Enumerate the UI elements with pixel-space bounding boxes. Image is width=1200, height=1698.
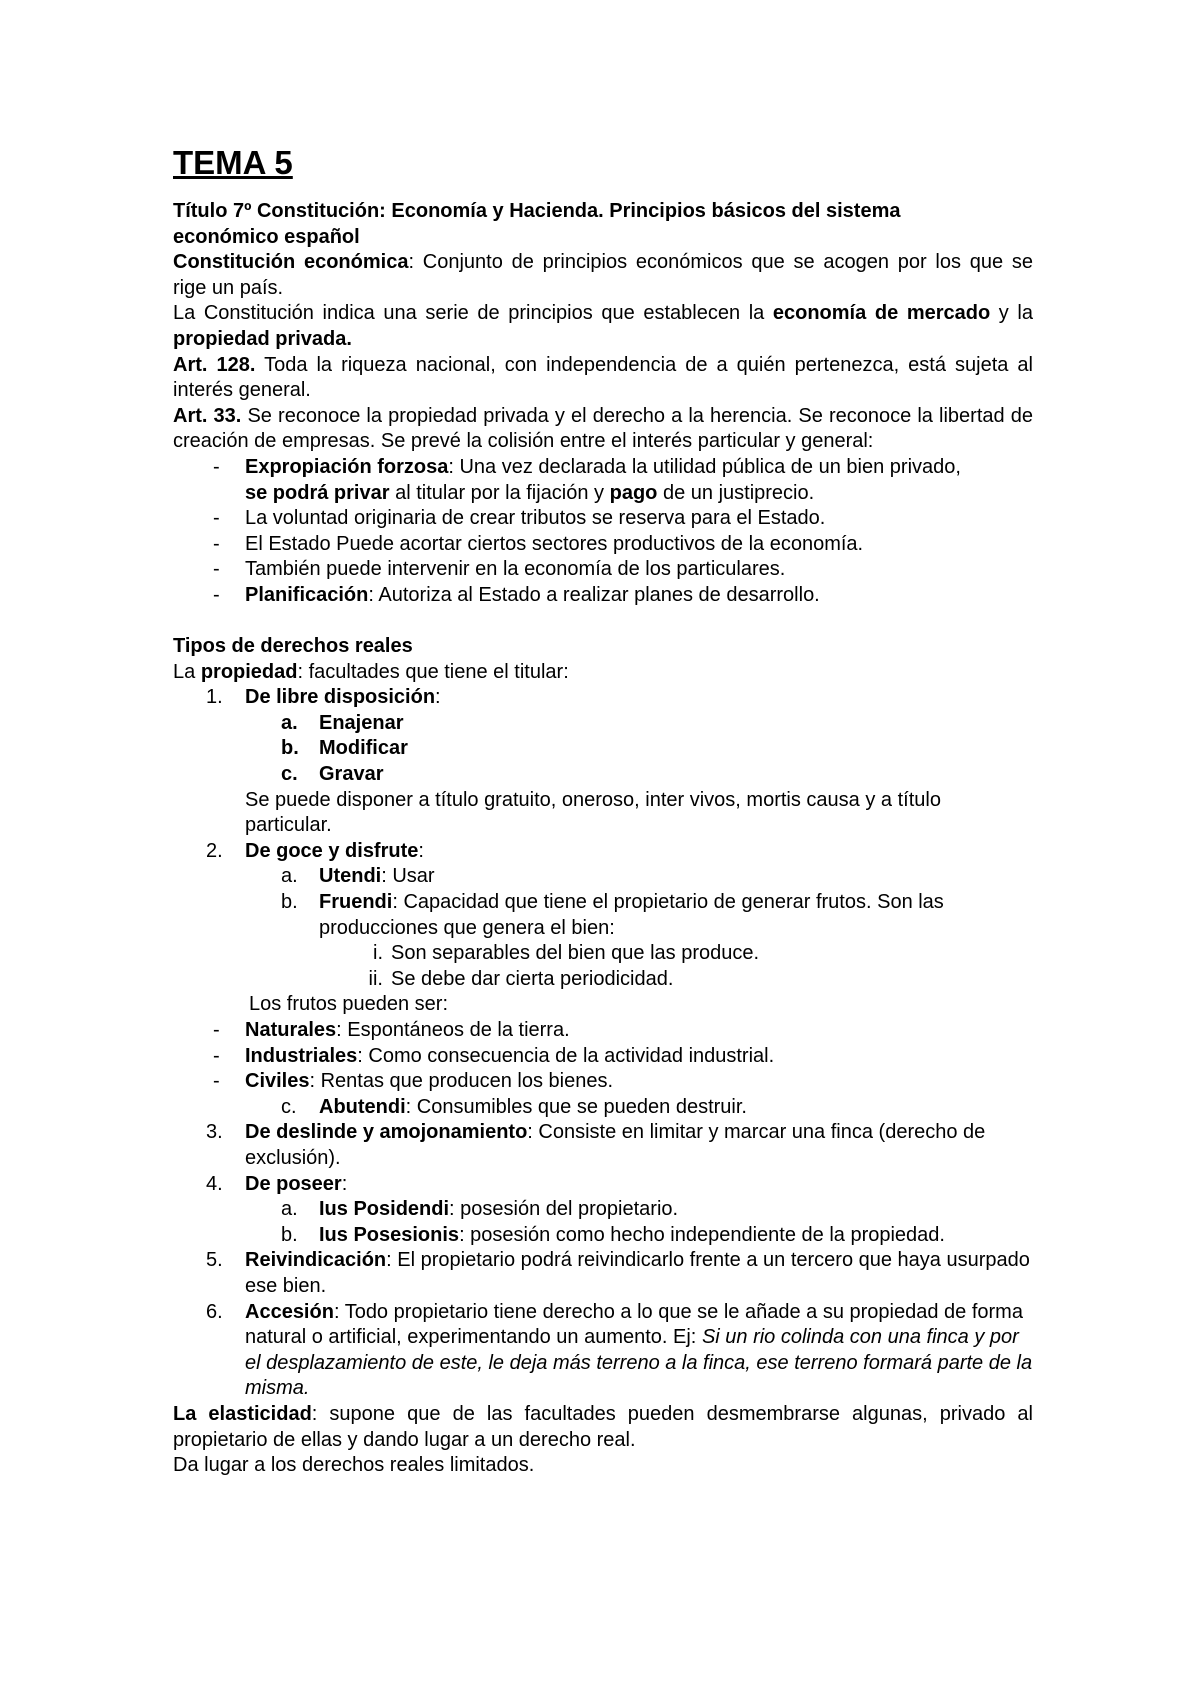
list-item: - Planificación: Autoriza al Estado a realizar planes de desarrollo. <box>173 583 1033 609</box>
list-item: - Expropiación forzosa: Una vez declarada la utilidad pública de un bien privado, se podrá privar al titular por la fijación y pago de un justiprecio. <box>213 455 961 504</box>
sub-item: c. Abutendi: Consumibles que se pueden destruir. <box>281 1095 747 1118</box>
paragraph-disponer: Se puede disponer a título gratuito, oneroso, inter vivos, mortis causa y a título particular. <box>245 788 941 837</box>
sub-item: c. Gravar <box>281 763 384 786</box>
numbered-item-1: 1. De libre disposición: <box>206 686 441 709</box>
numbered-item-4: 4. De poseer: <box>206 1172 348 1195</box>
paragraph-derechos-limitados: Da lugar a los derechos reales limitados. <box>173 1454 535 1477</box>
paragraph-constitucion-economica: Constitución económica: Conjunto de principios económicos que se acogen por los que se rige un país. <box>173 251 1033 299</box>
section-heading: Título 7º Constitución: Economía y Hacienda. Principios básicos del sistema <box>173 200 901 222</box>
paragraph-frutos: Los frutos pueden ser: <box>249 993 449 1016</box>
numbered-item-3: 3. De deslinde y amojonamiento: Consiste en limitar y marcar una finca (derecho de exclusión). <box>206 1121 986 1169</box>
dash-marker: - <box>213 455 220 478</box>
paragraph-principios: La Constitución indica una serie de principios que establecen la economía de mercado y la propiedad privada. <box>173 302 1033 350</box>
sub-sub-item: ii. Se debe dar cierta periodicidad. <box>368 967 674 990</box>
dash-marker: - <box>213 583 220 606</box>
dash-marker: - <box>213 1019 220 1041</box>
dash-marker: - <box>213 532 220 555</box>
list-item: - Naturales: Espontáneos de la tierra. <box>173 1018 1033 1044</box>
sub-item: b. Fruendi: Capacidad que tiene el propietario de generar frutos. Son las producciones que genera el bien: <box>281 891 944 939</box>
dash-marker: - <box>213 1070 220 1093</box>
numbered-item-2: 2. De goce y disfrute: <box>206 839 424 862</box>
numbered-item-6: 6. Accesión: Todo propietario tiene derecho a lo que se le añade a su propiedad de forma natural o artificial, experimentando un aumento. Ej: Si un rio colinda con una finca y por el desplazamiento de este, le deja más terreno a la finca, ese terreno formará parte de la misma. <box>206 1300 1033 1400</box>
sub-item: b. Ius Posesionis: posesión como hecho independiente de la propiedad. <box>281 1223 945 1246</box>
page-title: TEMA 5 <box>173 144 293 181</box>
list-item: - Civiles: Rentas que producen los bienes. <box>173 1069 1033 1095</box>
sub-item: b. Modificar <box>281 737 408 760</box>
list-item: - La voluntad originaria de crear tributos se reserva para el Estado. <box>173 506 1033 532</box>
paragraph-elasticidad: La elasticidad: supone que de las facultades pueden desmembrarse algunas, privado al propietario de ellas y dando lugar a un derecho real. <box>173 1402 1033 1451</box>
list-item: - Industriales: Como consecuencia de la actividad industrial. <box>173 1044 1033 1070</box>
paragraph-art-128: Art. 128. Toda la riqueza nacional, con independencia de a quién pertenezca, está sujeta al interés general. <box>173 353 1033 402</box>
dash-marker: - <box>213 507 220 530</box>
section-heading-derechos-reales: Tipos de derechos reales <box>173 635 413 658</box>
paragraph-propiedad: La propiedad: facultades que tiene el titular: <box>173 660 569 683</box>
list-item: - El Estado Puede acortar ciertos sectores productivos de la economía. <box>173 532 1033 558</box>
paragraph-art-33: Art. 33. Se reconoce la propiedad privada y el derecho a la herencia. Se reconoce la libertad de creación de empresas. Se prevé la colisión entre el interés particular y general: <box>173 404 1033 453</box>
numbered-item-5: 5. Reivindicación: El propietario podrá reivindicarlo frente a un tercero que haya usurpado ese bien. <box>206 1249 1030 1297</box>
document-body <box>173 143 1033 1479</box>
list-item: - También puede intervenir en la economía de los particulares. <box>173 557 1033 583</box>
sub-item: a. Ius Posidendi: posesión del propietario. <box>281 1198 679 1221</box>
spacer <box>173 609 1033 635</box>
sub-sub-item: i. Son separables del bien que las produce. <box>373 942 760 965</box>
section-heading-cont: económico español <box>173 225 360 248</box>
dash-marker: - <box>213 558 220 581</box>
sub-item: a. Enajenar <box>281 711 404 734</box>
dash-marker: - <box>213 1044 220 1067</box>
sub-item: a. Utendi: Usar <box>281 865 435 888</box>
